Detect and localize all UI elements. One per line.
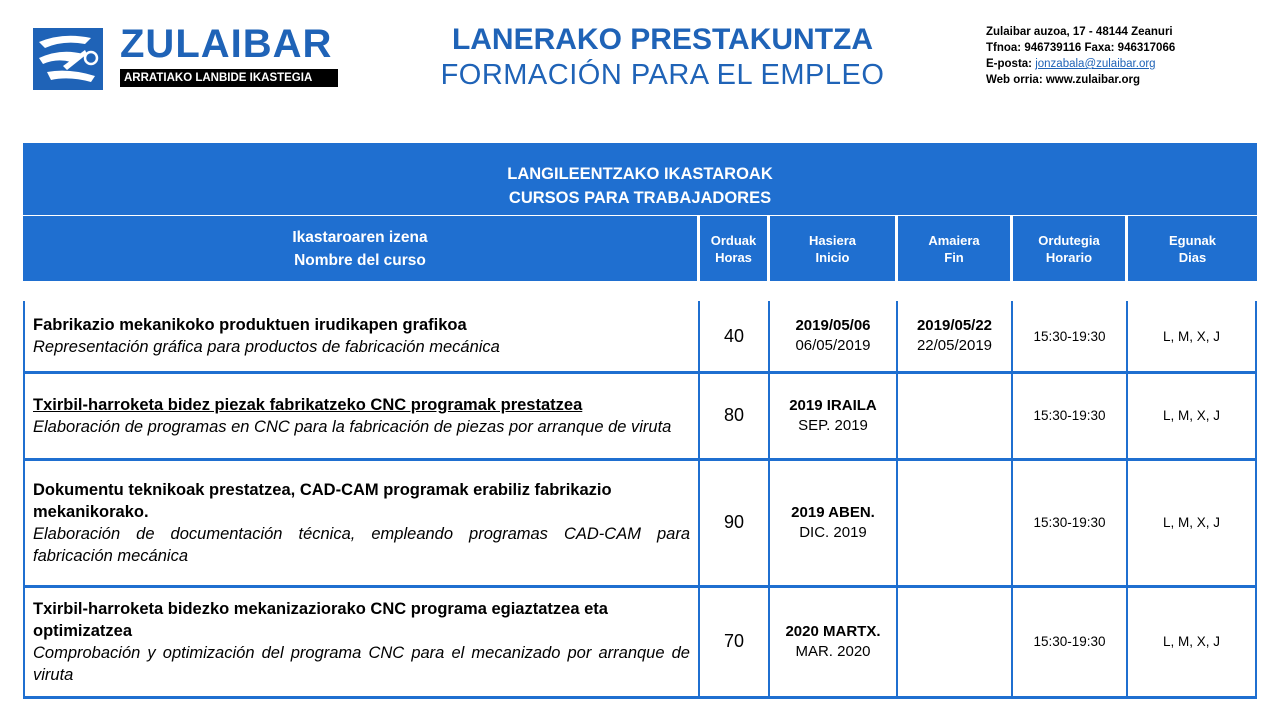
column-header-name (23, 216, 697, 281)
course-name-basque: Fabrikazio mekanikoko produktuen irudikapen grafikoa (33, 316, 467, 334)
course-name-basque: Txirbil-harroketa bidezko mekanizaziorako CNC programa egiaztatzea eta optimizatzea (33, 599, 608, 640)
contact-email-label: E-posta: (986, 58, 1036, 70)
start-date-cell (770, 460, 898, 585)
start-date-secondary: MAR. 2020 (795, 642, 871, 660)
start-date-secondary: DIC. 2019 (799, 523, 867, 541)
schedule-cell: 15:30-19:30 (1013, 373, 1128, 458)
column-header-start-es: Inicio (815, 249, 850, 265)
course-name-basque: Txirbil-harroketa bidez piezak fabrikatzeko CNC programak prestatzea (33, 395, 583, 414)
column-header-days (1128, 216, 1257, 281)
contact-email-link[interactable]: jonzabala@zulaibar.org (1035, 58, 1156, 70)
hours-cell: 90 (700, 460, 770, 585)
table-row (23, 373, 1257, 458)
brand-name: ZULAIBAR (120, 22, 333, 66)
column-header-schedule (1013, 216, 1125, 281)
schedule-cell: 15:30-19:30 (1013, 301, 1128, 371)
course-name-cell (23, 373, 700, 458)
brand-subtitle: ARRATIAKO LANBIDE IKASTEGIA (120, 69, 338, 87)
table-title (23, 143, 1257, 215)
column-header-start (770, 216, 895, 281)
end-date-cell (898, 301, 1013, 371)
start-date-primary: 2020 MARTX. (785, 622, 881, 640)
start-date-cell (770, 373, 898, 458)
title-spanish: FORMACIÓN PARA EL EMPLEO (440, 59, 885, 91)
contact-address: Zulaibar auzoa, 17 - 48144 Zeanuri (986, 26, 1173, 38)
contact-phone: Tfnoa: 946739116 Faxa: 946317066 (986, 42, 1176, 54)
column-header-schedule-eu: Ordutegia (1038, 232, 1100, 248)
schedule-cell: 15:30-19:30 (1013, 460, 1128, 585)
course-name-spanish: Comprobación y optimización del programa CNC para el mecanizado por arranque de viruta (33, 643, 690, 684)
start-date-cell (770, 587, 898, 696)
contact-email-line (986, 56, 1175, 72)
table-row (23, 460, 1257, 585)
days-cell: L, M, X, J (1128, 373, 1257, 458)
hours-cell: 40 (700, 301, 770, 371)
days-cell: L, M, X, J (1128, 460, 1257, 585)
start-date-primary: 2019 ABEN. (791, 503, 875, 521)
table-row (23, 587, 1257, 696)
end-date-primary: 2019/05/22 (916, 317, 993, 334)
start-date-primary: 2019/05/06 (795, 317, 871, 334)
brand-block (120, 22, 338, 87)
column-header-name-es: Nombre del curso (294, 251, 426, 269)
course-name-basque: Dokumentu teknikoak prestatzea, CAD-CAM programak erabiliz fabrikazio mekanikorako. (33, 480, 612, 521)
page-title (400, 23, 925, 93)
column-header-days-eu: Egunak (1169, 232, 1216, 248)
column-header-end-es: Fin (944, 249, 964, 265)
schedule-cell: 15:30-19:30 (1013, 587, 1128, 696)
start-date-secondary: SEP. 2019 (798, 416, 868, 434)
start-date-secondary: 06/05/2019 (795, 337, 871, 354)
column-header-end (898, 216, 1010, 281)
column-header-days-es: Dias (1178, 249, 1207, 265)
hours-cell: 80 (700, 373, 770, 458)
row-divider (23, 696, 1257, 699)
table-title-basque: LANGILEENTZAKO IKASTAROAK (507, 165, 773, 183)
course-name-cell (23, 460, 700, 585)
start-date-cell (770, 301, 898, 371)
end-date-cell (898, 460, 1013, 585)
course-name-spanish: Representación gráfica para productos de fabricación mecánica (33, 338, 500, 356)
end-date-secondary: 22/05/2019 (916, 337, 993, 354)
end-date-cell (898, 587, 1013, 696)
end-date-cell (898, 373, 1013, 458)
course-name-spanish: Elaboración de programas en CNC para la fabricación de piezas por arranque de viruta (33, 417, 672, 436)
column-header-schedule-es: Horario (1045, 249, 1093, 265)
contact-web: Web orria: www.zulaibar.org (986, 74, 1140, 86)
title-basque: LANERAKO PRESTAKUNTZA (451, 23, 874, 56)
days-cell: L, M, X, J (1128, 587, 1257, 696)
column-header-hours-eu: Orduak (710, 232, 757, 248)
column-header-end-eu: Amaiera (928, 232, 980, 248)
column-header-hours-es: Horas (715, 249, 752, 265)
column-header-start-eu: Hasiera (809, 232, 856, 248)
table-row (23, 301, 1257, 371)
days-cell: L, M, X, J (1128, 301, 1257, 371)
start-date-primary: 2019 IRAILA (789, 396, 877, 414)
course-name-spanish: Elaboración de documentación técnica, empleando programas CAD-CAM para fabricación mecánica (33, 524, 690, 565)
course-name-cell (23, 587, 700, 696)
column-header-name-eu: Ikastaroaren izena (292, 228, 428, 246)
column-header-hours (700, 216, 767, 281)
hours-cell: 70 (700, 587, 770, 696)
course-name-cell (23, 301, 700, 371)
table-title-spanish: CURSOS PARA TRABAJADORES (508, 189, 772, 207)
zulaibar-logo-icon (33, 28, 103, 90)
contact-info (986, 24, 1175, 88)
